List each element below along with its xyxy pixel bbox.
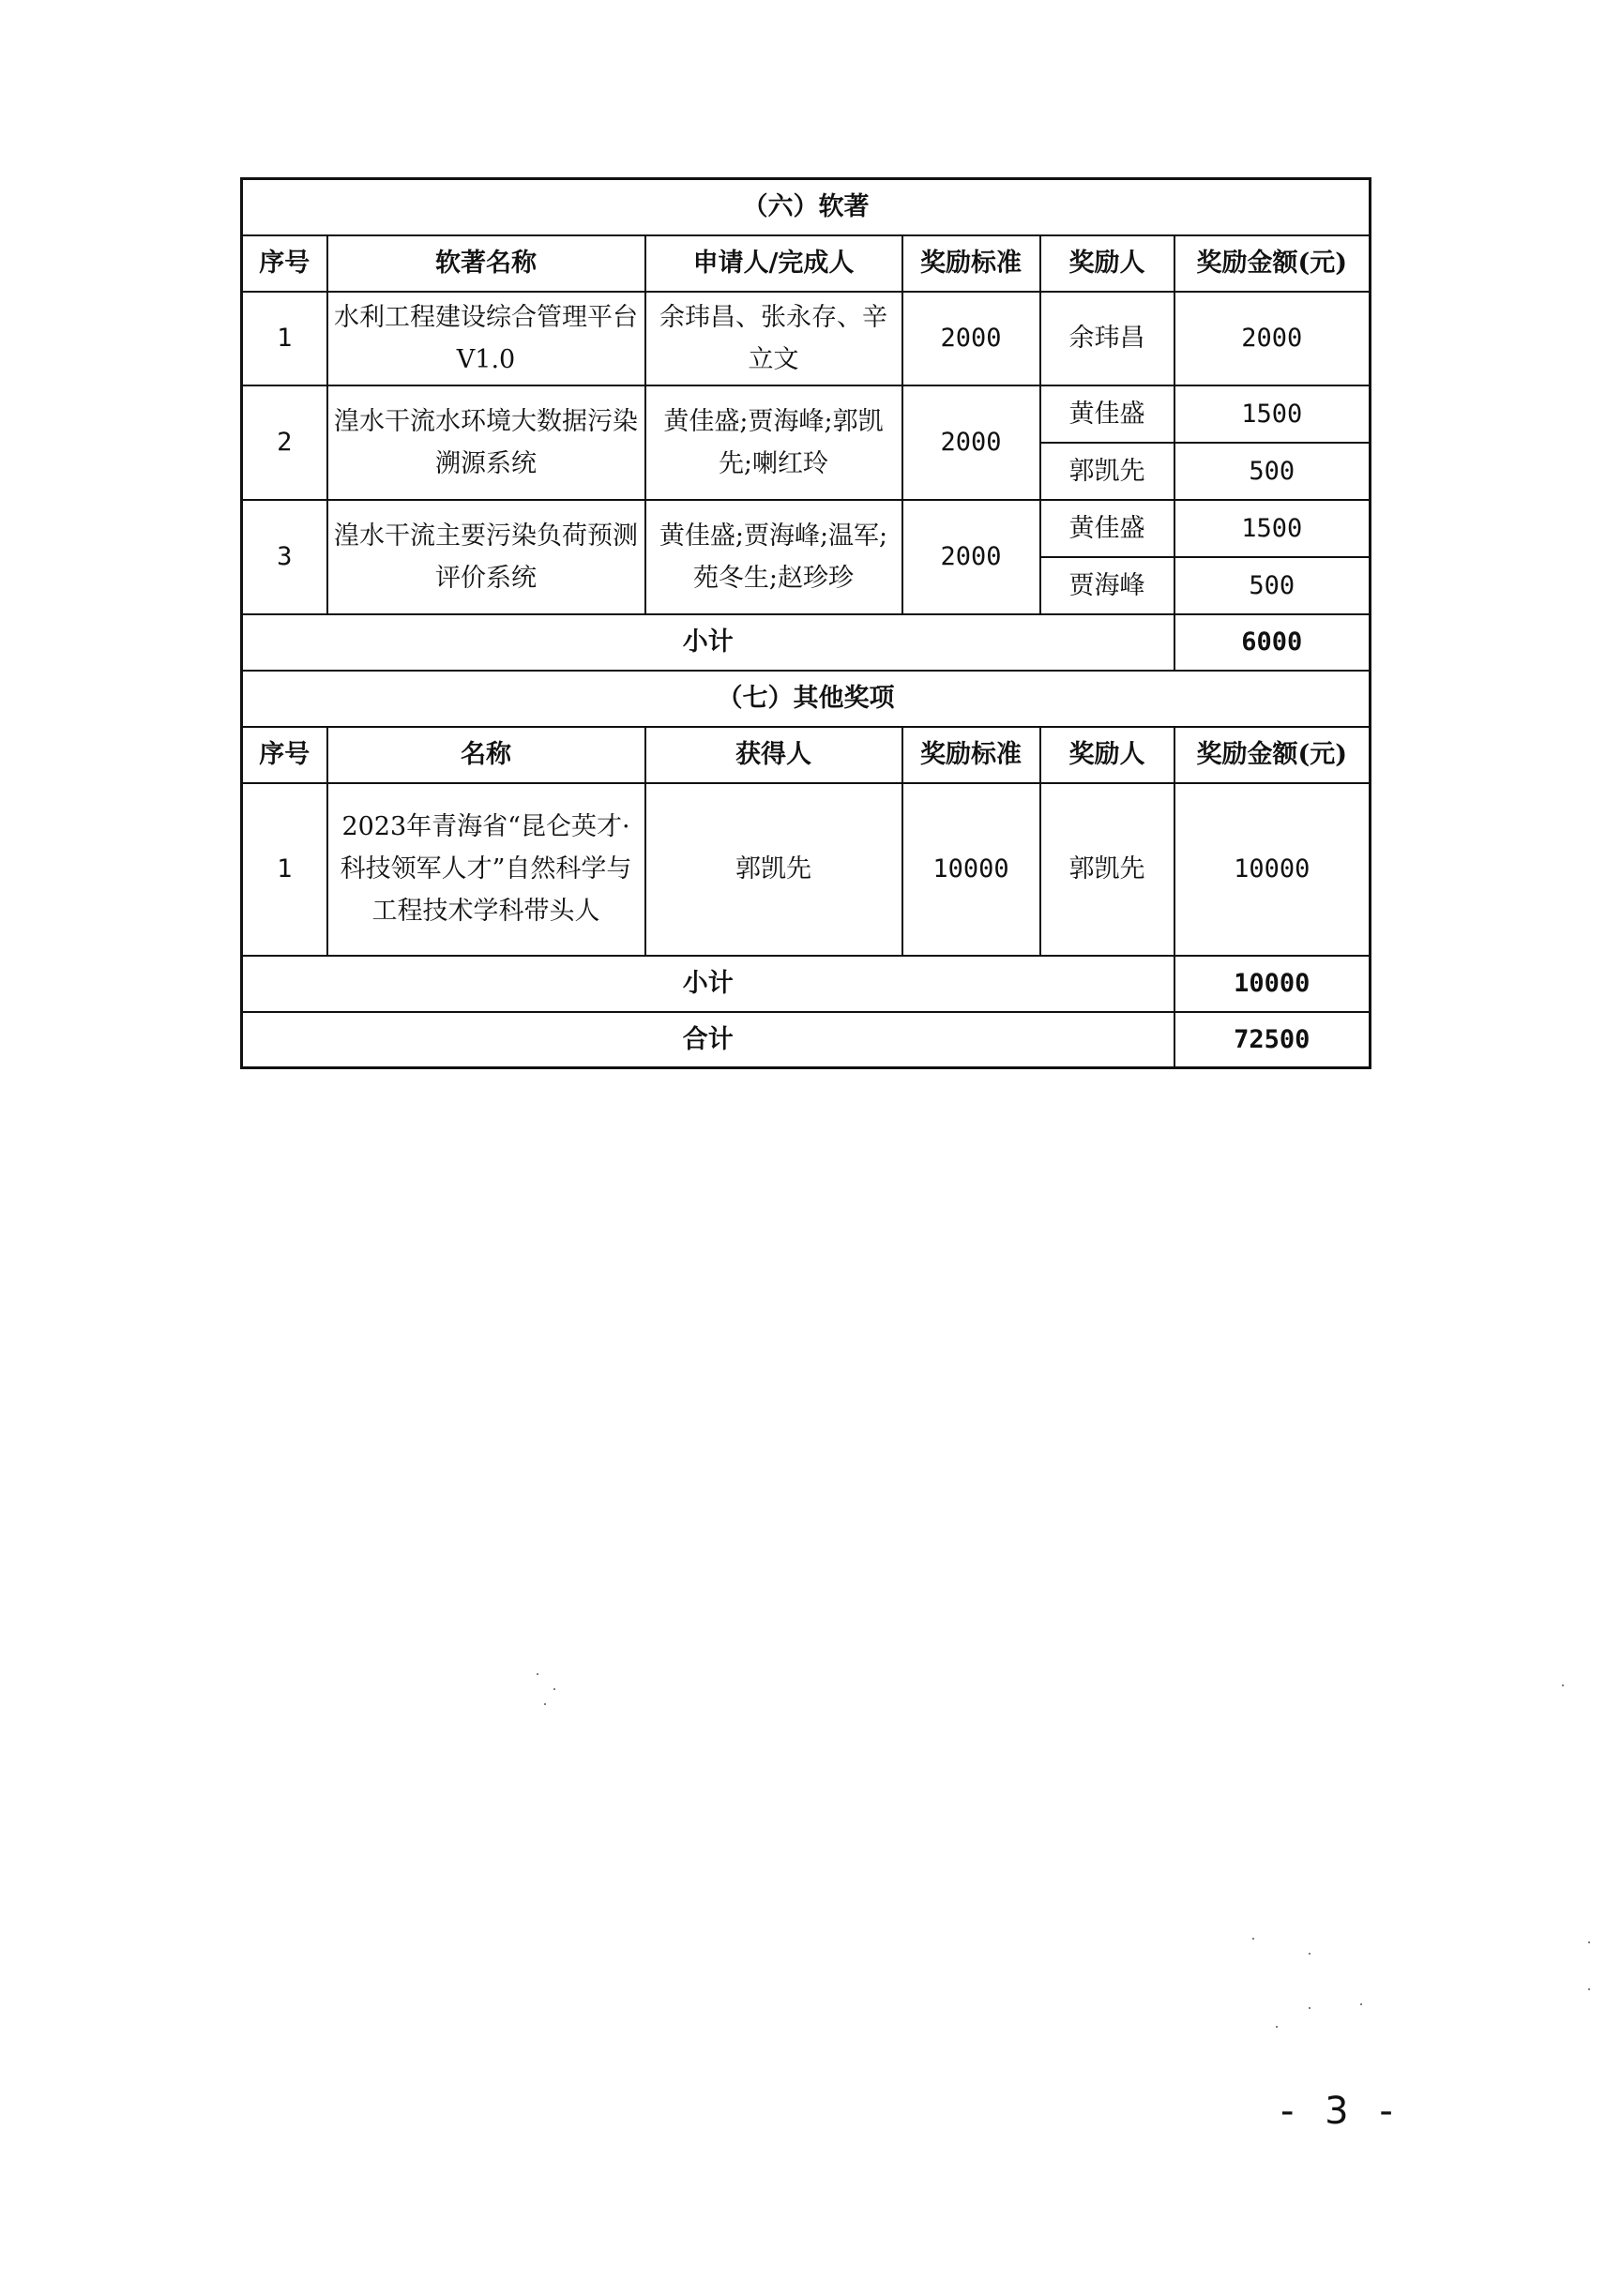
total-value: 72500 [1174,1012,1371,1068]
table-row [242,292,1371,385]
total-label: 合计 [242,1012,1174,1068]
row-no: 1 [242,292,327,385]
award-amount: 1500 [1174,500,1371,557]
header-awardee: 奖励人 [1040,727,1174,783]
row-no: 3 [242,500,327,614]
software-name: 水利工程建设综合管理平台 V1.0 [327,292,645,385]
section7-title: （七）其他奖项 [242,671,1371,727]
header-name: 软著名称 [327,235,645,292]
subtotal-value: 6000 [1174,614,1371,671]
header-standard: 奖励标准 [902,727,1040,783]
section6-header-row [242,235,1371,292]
header-standard: 奖励标准 [902,235,1040,292]
scan-speck [1588,1941,1590,1943]
header-name: 名称 [327,727,645,783]
scan-speck [1588,1988,1590,1990]
software-name: 湟水干流主要污染负荷预测评价系统 [327,500,645,614]
applicants: 黄佳盛;贾海峰;温军;苑冬生;赵珍珍 [645,500,902,614]
awardee: 黄佳盛 [1040,500,1174,557]
section6-title: （六）软著 [242,179,1371,235]
total-row [242,1012,1371,1068]
section7-title-row [242,671,1371,727]
award-amount: 500 [1174,443,1371,500]
table-row [242,500,1371,557]
table-row [242,783,1371,956]
scan-speck [1309,1953,1311,1955]
awardee: 余玮昌 [1040,292,1174,385]
row-no: 2 [242,385,327,500]
applicants: 余玮昌、张永存、辛立文 [645,292,902,385]
software-name: 湟水干流水环境大数据污染溯源系统 [327,385,645,500]
applicants: 黄佳盛;贾海峰;郭凯先;喇红玲 [645,385,902,500]
section6-title-row [242,179,1371,235]
subtotal-label: 小计 [242,614,1174,671]
award-amount: 10000 [1174,783,1371,956]
recipient: 郭凯先 [645,783,902,956]
award-amount: 1500 [1174,385,1371,443]
header-awardee: 奖励人 [1040,235,1174,292]
scan-speck [1276,2026,1278,2028]
subtotal-label: 小计 [242,956,1174,1012]
page-number: - 3 - [1280,2090,1402,2133]
award-standard: 2000 [902,292,1040,385]
header-no: 序号 [242,235,327,292]
header-no: 序号 [242,727,327,783]
header-amount: 奖励金额(元) [1174,235,1371,292]
scan-speck [553,1688,555,1690]
scan-speck [1252,1938,1254,1940]
award-amount: 2000 [1174,292,1371,385]
header-applicants: 申请人/完成人 [645,235,902,292]
scan-speck [1562,1684,1564,1686]
subtotal-value: 10000 [1174,956,1371,1012]
award-standard: 10000 [902,783,1040,956]
section6-subtotal-row [242,614,1371,671]
header-amount: 奖励金额(元) [1174,727,1371,783]
awardee: 郭凯先 [1040,783,1174,956]
award-table [240,177,1371,1069]
row-no: 1 [242,783,327,956]
scan-speck [1360,2003,1362,2005]
award-name: 2023年青海省“昆仑英才·科技领军人才”自然科学与工程技术学科带头人 [327,783,645,956]
header-recipient: 获得人 [645,727,902,783]
scan-speck [544,1703,546,1705]
scan-speck [537,1673,538,1675]
section7-subtotal-row [242,956,1371,1012]
awardee: 郭凯先 [1040,443,1174,500]
awardee: 黄佳盛 [1040,385,1174,443]
awardee: 贾海峰 [1040,557,1174,614]
scan-speck [1309,2007,1311,2009]
award-amount: 500 [1174,557,1371,614]
table-row [242,385,1371,443]
award-standard: 2000 [902,385,1040,500]
section7-header-row [242,727,1371,783]
award-standard: 2000 [902,500,1040,614]
